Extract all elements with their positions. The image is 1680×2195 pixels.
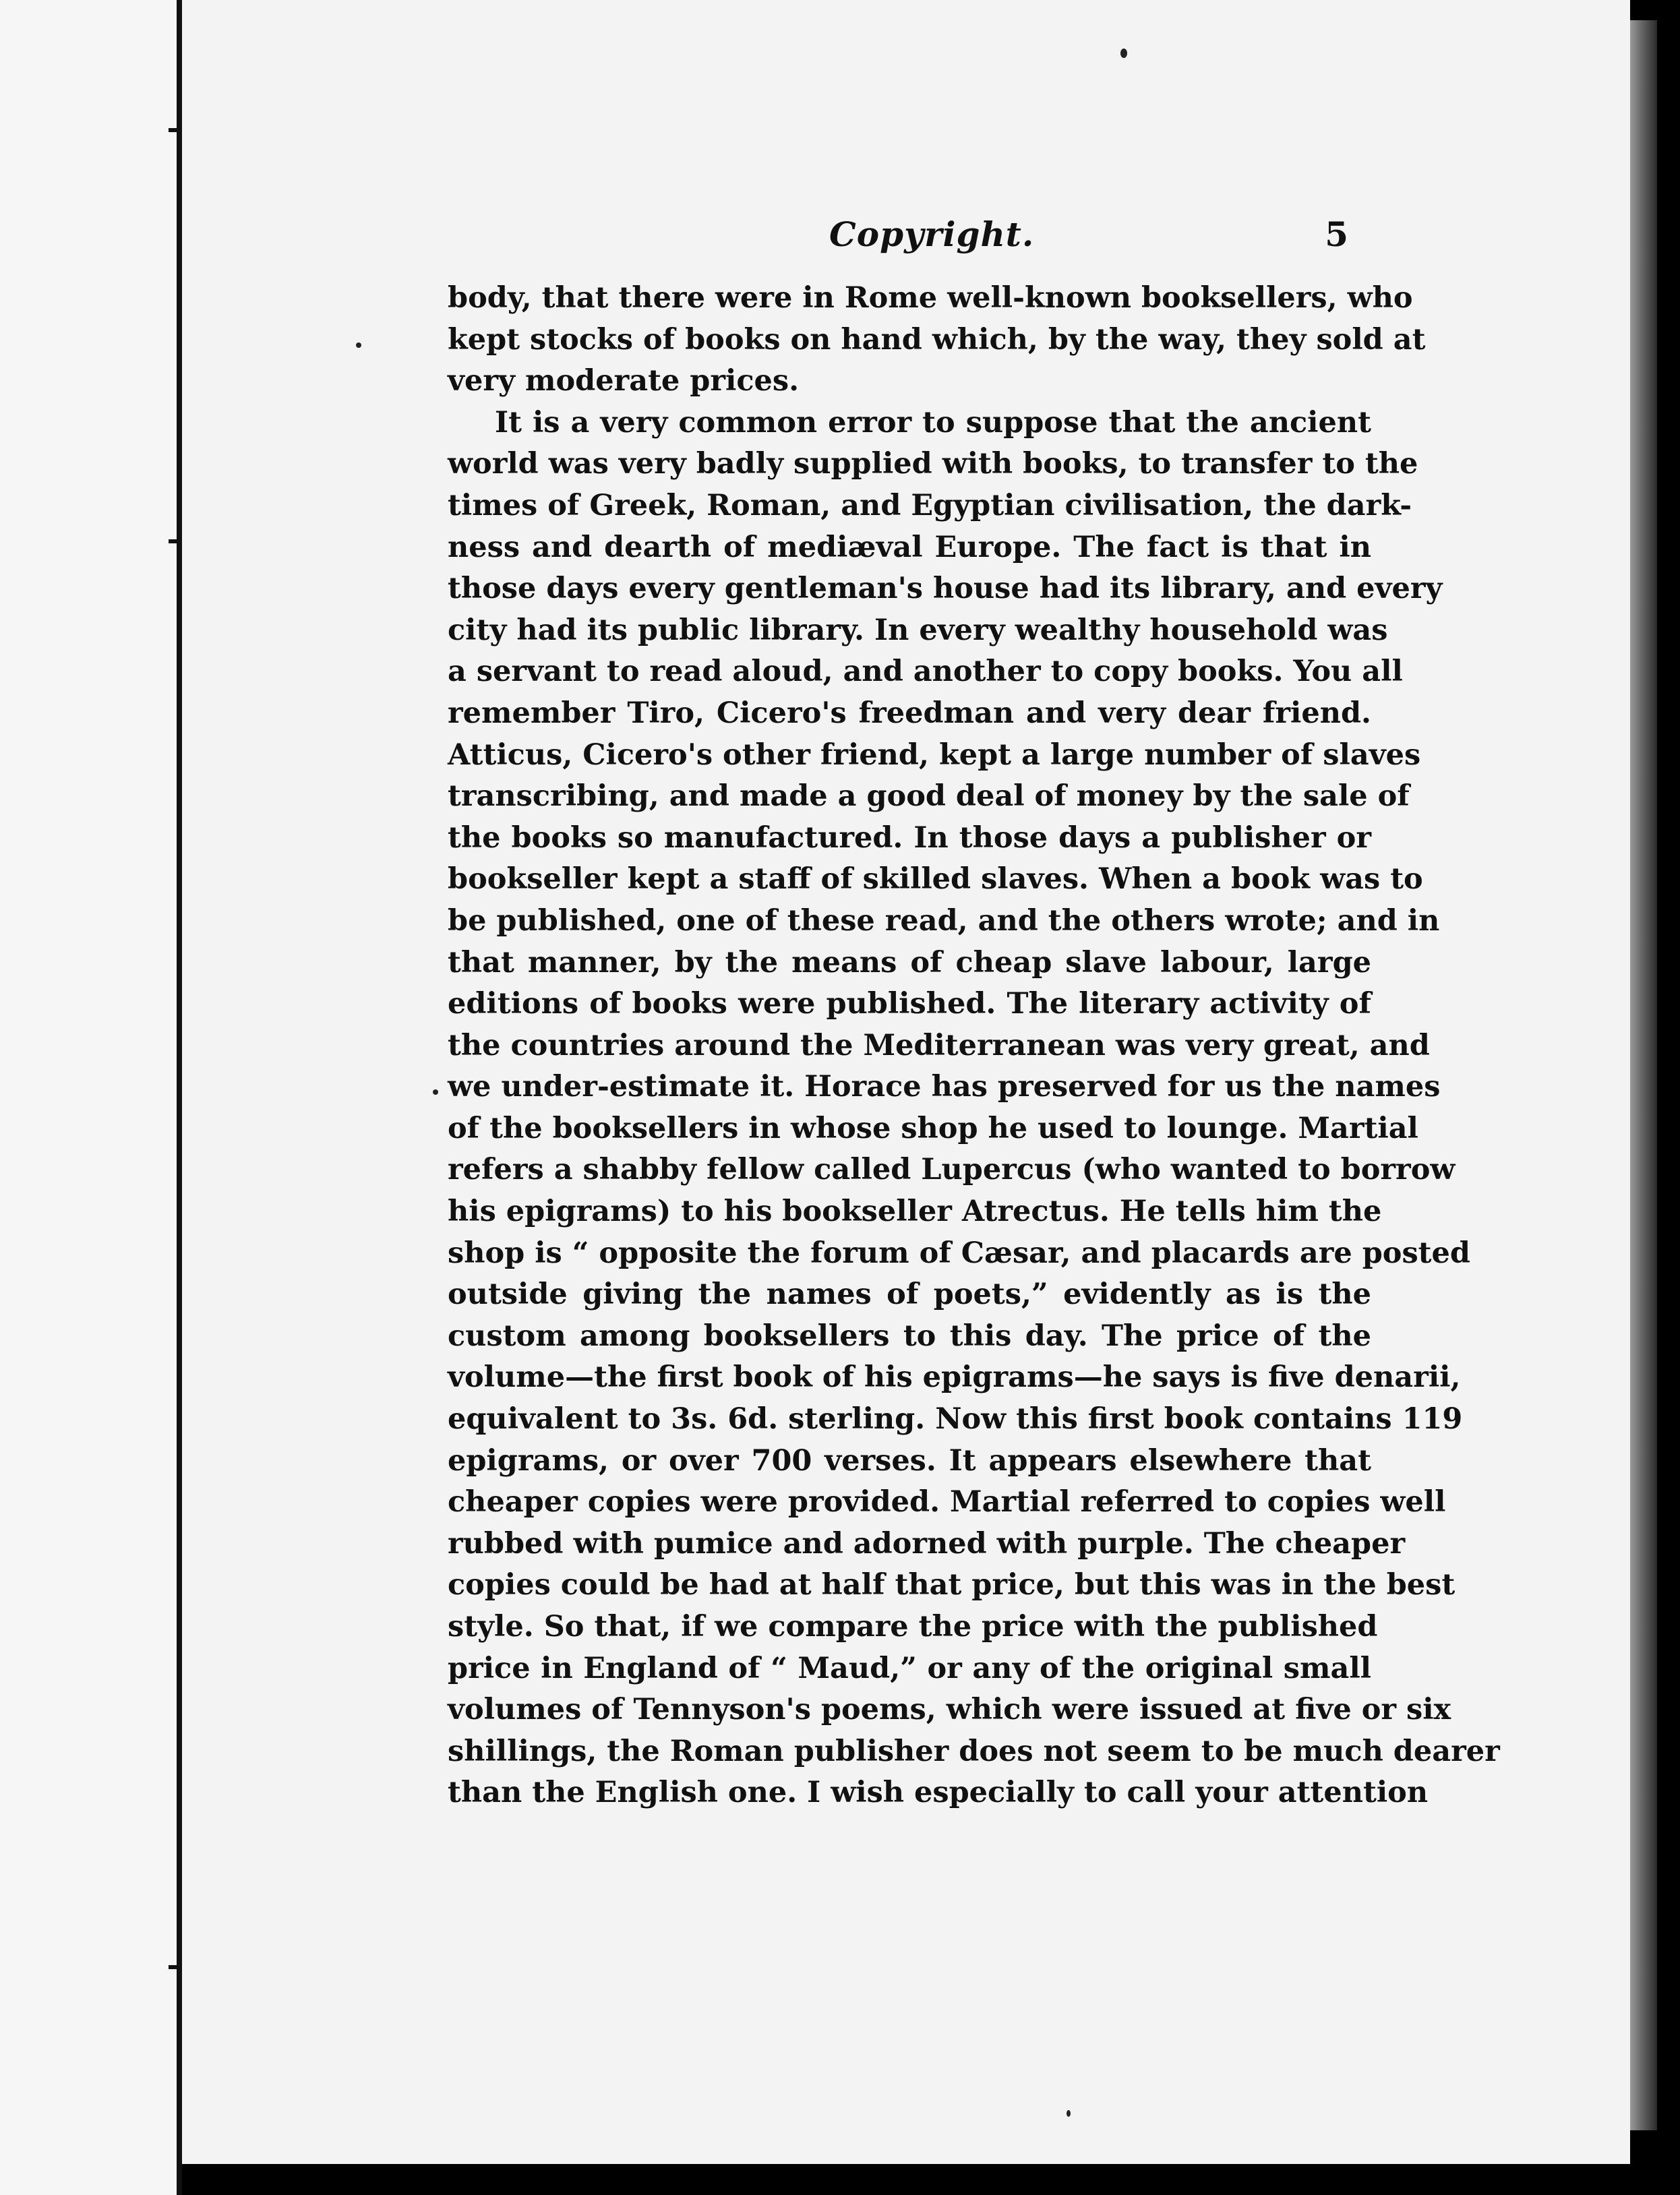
text-line: transcribing, and made a good deal of money by the sale of — [448, 779, 1410, 814]
text-line: editions of books were published. The literary activity of — [448, 987, 1371, 1021]
scan-border-bottom — [182, 2164, 1680, 2195]
ink-speck — [1120, 49, 1127, 58]
text-line: of the booksellers in whose shop he used to lounge. Martial — [448, 1111, 1418, 1145]
body-text — [448, 278, 1500, 1814]
text-line: body, that there were in Rome well-known booksellers, who — [448, 281, 1413, 315]
text-line: city had its public library. In every wealthy household was — [448, 613, 1388, 647]
text-line: very moderate prices. — [448, 364, 800, 398]
text-line: style. So that, if we compare the price with the published — [448, 1610, 1378, 1644]
text-line: outside giving the names of poets,” evidently as is the — [448, 1277, 1371, 1312]
text-line: the countries around the Mediterranean was very great, and — [448, 1028, 1430, 1062]
text-line: refers a shabby fellow called Lupercus (who wanted to borrow — [448, 1153, 1456, 1187]
text-line: volumes of Tennyson's poems, which were issued at five or six — [448, 1693, 1451, 1727]
text-line: a servant to read aloud, and another to copy books. You all — [448, 655, 1403, 689]
text-line: remember Tiro, Cicero's freedman and very dear friend. — [448, 696, 1371, 730]
ink-speck — [433, 1089, 438, 1095]
text-line: cheaper copies were provided. Martial referred to copies well — [448, 1485, 1446, 1520]
text-line: price in England of “ Maud,” or any of the original small — [448, 1651, 1371, 1685]
text-line: volume—the first book of his epigrams—he says is five denarii, — [448, 1360, 1461, 1395]
text-line: those days every gentleman's house had its library, and every — [448, 572, 1443, 606]
text-line: shop is “ opposite the forum of Cæsar, and placards are posted — [448, 1236, 1470, 1270]
page-header — [445, 214, 1348, 268]
text-line: bookseller kept a staff of skilled slaves. When a book was to — [448, 862, 1423, 897]
text-line: It is a very common error to suppose that the ancient — [495, 405, 1371, 440]
text-line: ness and dearth of mediæval Europe. The fact is that in — [448, 530, 1371, 564]
text-line: we under-estimate it. Horace has preserved for us the names — [448, 1070, 1441, 1104]
text-line: the books so manufactured. In those days a publisher or — [448, 820, 1371, 855]
scan-border-right — [1657, 0, 1680, 2195]
text-line: equivalent to 3s. 6d. sterling. Now this first book contains 119 — [448, 1402, 1463, 1437]
text-line: that manner, by the means of cheap slave labour, large — [448, 945, 1371, 980]
text-line: world was very badly supplied with books, to transfer to the — [448, 447, 1418, 481]
ink-speck — [356, 342, 361, 348]
text-line: custom among booksellers to this day. The price of the — [448, 1319, 1371, 1353]
text-line: kept stocks of books on hand which, by the way, they sold at — [448, 322, 1426, 357]
text-line: than the English one. I wish especially to call your attention — [448, 1776, 1429, 1810]
page-edge-shadow — [1630, 20, 1657, 2130]
text-line: his epigrams) to his bookseller Atrectus. He tells him the — [448, 1195, 1382, 1229]
running-title: Copyright. — [829, 214, 1035, 254]
gutter-line — [177, 0, 182, 2195]
text-line: epigrams, or over 700 verses. It appears elsewhere that — [448, 1443, 1371, 1478]
text-line: shillings, the Roman publisher does not seem to be much dearer — [448, 1734, 1500, 1768]
text-line: rubbed with pumice and adorned with purple. The cheaper — [448, 1526, 1406, 1561]
left-page-edge — [0, 0, 177, 2195]
ink-speck — [1067, 2110, 1071, 2117]
text-line: be published, one of these read, and the others wrote; and in — [448, 903, 1440, 938]
page-number: 5 — [1325, 214, 1348, 254]
text-line: Atticus, Cicero's other friend, kept a large number of slaves — [448, 738, 1421, 772]
text-line: times of Greek, Roman, and Egyptian civilisation, the dark- — [448, 488, 1412, 522]
text-line: copies could be had at half that price, but this was in the best — [448, 1568, 1456, 1602]
